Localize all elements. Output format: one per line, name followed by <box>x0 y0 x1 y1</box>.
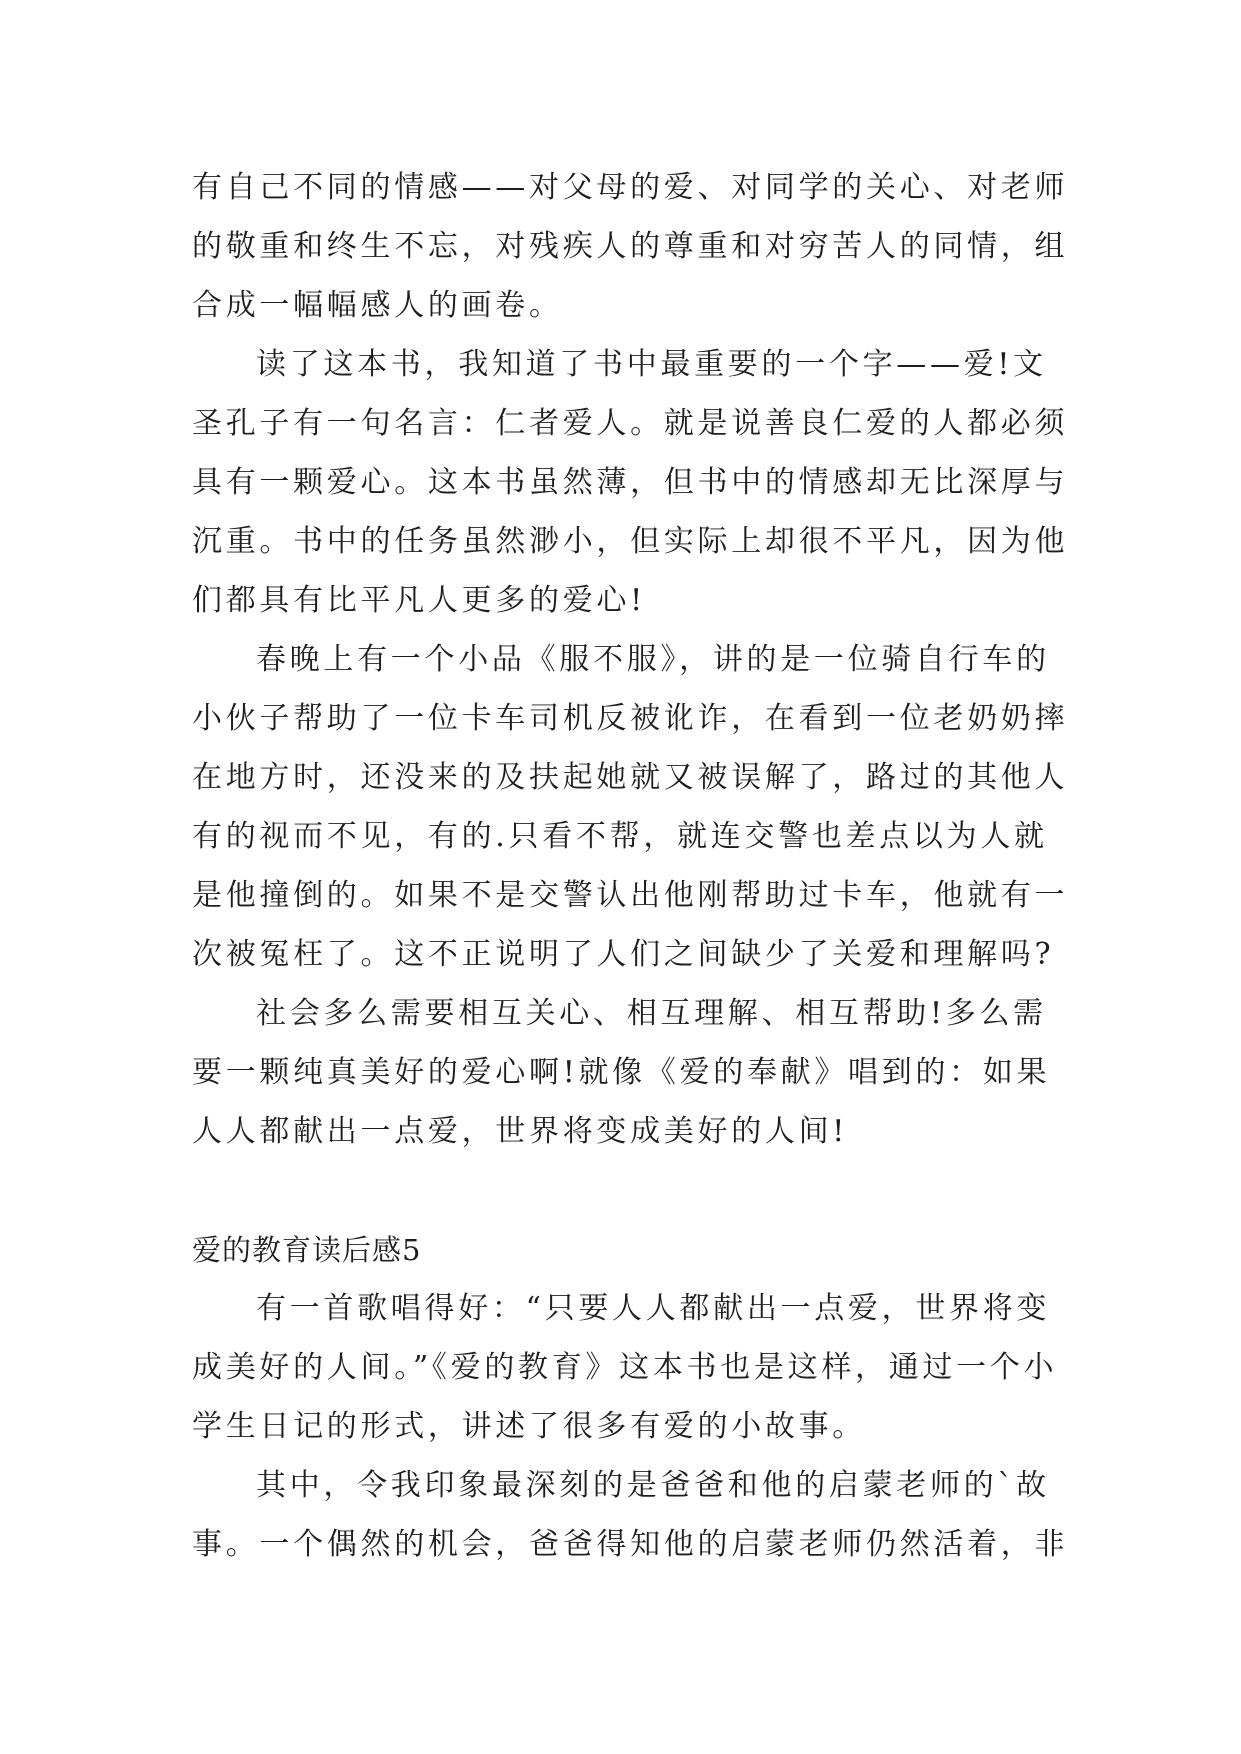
text-line: 其中，令我印象最深刻的是爸爸和他的启蒙老师的`故 <box>256 1468 1050 1503</box>
text-line: 圣孔子有一句名言：仁者爱人。就是说善良仁爱的人都必须 <box>192 406 1069 441</box>
text-line: 是他撞倒的。如果不是交警认出他刚帮助过卡车，他就有一 <box>192 878 1069 913</box>
text-line: 成美好的人间。”《爱的教育》这本书也是这样，通过一个小 <box>192 1350 1058 1385</box>
section-heading: 爱的教育读后感5 <box>192 1233 422 1267</box>
text-line: 具有一颗爱心。这本书虽然薄，但书中的情感却无比深厚与 <box>192 465 1069 500</box>
text-line: 社会多么需要相互关心、相互理解、相互帮助!多么需 <box>256 996 1047 1031</box>
text-line: 次被冤枉了。这不正说明了人们之间缺少了关爱和理解吗? <box>192 937 1055 972</box>
paragraph <box>192 984 1052 1161</box>
text-line: 有的视而不见，有的.只看不帮，就连交警也差点以为人就 <box>192 819 1048 854</box>
text-line: 在地方时，还没来的及扶起她就又被误解了，路过的其他人 <box>192 760 1069 795</box>
text-line: 有自己不同的情感——对父母的爱、对同学的关心、对老师 <box>192 170 1069 205</box>
text-line: 人人都献出一点爱，世界将变成美好的人间! <box>192 1114 849 1149</box>
document-page <box>192 158 1069 1574</box>
text-line: 小伙子帮助了一位卡车司机反被讹诈，在看到一位老奶奶摔 <box>192 701 1069 736</box>
text-line: 要一颗纯真美好的爱心啊!就像《爱的奉献》唱到的：如果 <box>192 1055 1051 1090</box>
text-line: 读了这本书，我知道了书中最重要的一个字——爱!文 <box>256 347 1047 382</box>
text-line: 春晚上有一个小品《服不服》，讲的是一位骑自行车的 <box>256 642 1050 677</box>
section-spacer <box>192 1161 1052 1221</box>
text-line: 们都具有比平凡人更多的爱心! <box>192 583 646 618</box>
text-line: 的敬重和终生不忘，对残疾人的尊重和对穷苦人的同情，组 <box>192 229 1069 264</box>
text-line: 合成一幅幅感人的画卷。 <box>192 288 563 323</box>
paragraph <box>192 1279 1058 1456</box>
paragraph <box>192 335 1069 630</box>
text-line: 事。一个偶然的机会，爸爸得知他的启蒙老师仍然活着，非 <box>192 1527 1069 1562</box>
text-line: 学生日记的形式，讲述了很多有爱的小故事。 <box>192 1409 866 1444</box>
paragraph <box>192 158 1069 335</box>
text-line: 有一首歌唱得好：“只要人人都献出一点爱，世界将变 <box>256 1291 1051 1326</box>
paragraph <box>192 1456 1069 1574</box>
text-line: 沉重。书中的任务虽然渺小，但实际上却很不平凡，因为他 <box>192 524 1069 559</box>
paragraph <box>192 630 1069 984</box>
